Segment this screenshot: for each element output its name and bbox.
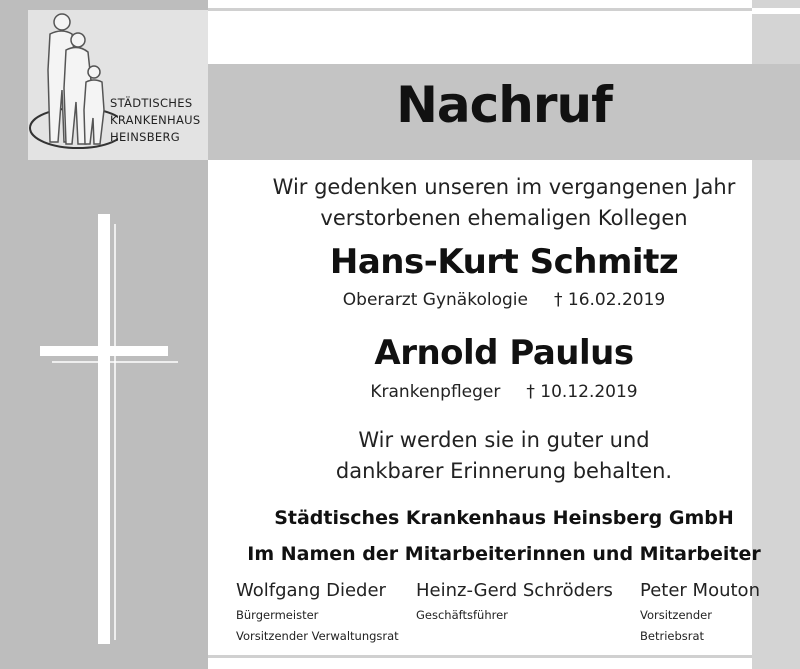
hospital-logo-text: [110, 95, 200, 146]
signer-name-1: Wolfgang Dieder: [236, 580, 386, 601]
signer-title-1a: Bürgermeister: [236, 608, 319, 622]
on-behalf-line: Im Namen der Mitarbeiterinnen und Mitarbeiter: [247, 543, 761, 565]
signer-1: [236, 580, 399, 647]
signer-2: [416, 580, 613, 626]
cross-icon: [38, 210, 188, 650]
top-rule: [208, 8, 752, 11]
signer-3: [640, 580, 760, 647]
deceased-death-2: † 10.12.2019: [526, 382, 638, 402]
signer-title-3b: Betriebsrat: [640, 629, 705, 643]
deceased-info-2: [208, 382, 800, 402]
signer-title-2a: Geschäftsführer: [416, 608, 508, 622]
deceased-death-1: † 16.02.2019: [553, 290, 666, 310]
hospital-logo: [28, 10, 208, 160]
deceased-name-2: Arnold Paulus: [374, 333, 634, 373]
company-name: Städtisches Krankenhaus Heinsberg GmbH: [274, 507, 734, 529]
logo-line-2: KRANKENHAUS: [110, 113, 201, 127]
signer-title-1b: Vorsitzender Verwaltungsrat: [236, 629, 399, 643]
right-border-gap: [752, 8, 800, 14]
deceased-info-1: [208, 290, 800, 310]
intro-text: [208, 172, 800, 234]
intro-line-2: verstorbenen ehemaligen Kollegen: [320, 206, 688, 230]
closing-text: [208, 425, 800, 487]
signer-title-3a: Vorsitzender: [640, 608, 712, 622]
family-figures-icon: [28, 10, 118, 160]
intro-line-1: Wir gedenken unseren im vergangenen Jahr: [272, 175, 736, 199]
signer-name-3: Peter Mouton: [640, 580, 760, 601]
signer-name-2: Heinz-Gerd Schröders: [416, 580, 613, 601]
deceased-role-2: Krankenpfleger: [370, 382, 501, 402]
closing-line-1: Wir werden sie in guter und: [358, 428, 650, 452]
page-title: Nachruf: [396, 76, 612, 134]
logo-line-3: HEINSBERG: [110, 130, 180, 144]
bottom-rule: [208, 655, 752, 658]
deceased-role-1: Oberarzt Gynäkologie: [342, 290, 528, 310]
closing-line-2: dankbarer Erinnerung behalten.: [335, 459, 673, 483]
logo-line-1: STÄDTISCHES: [110, 96, 193, 110]
header-band: [208, 64, 800, 160]
deceased-name-1: Hans-Kurt Schmitz: [329, 242, 679, 282]
